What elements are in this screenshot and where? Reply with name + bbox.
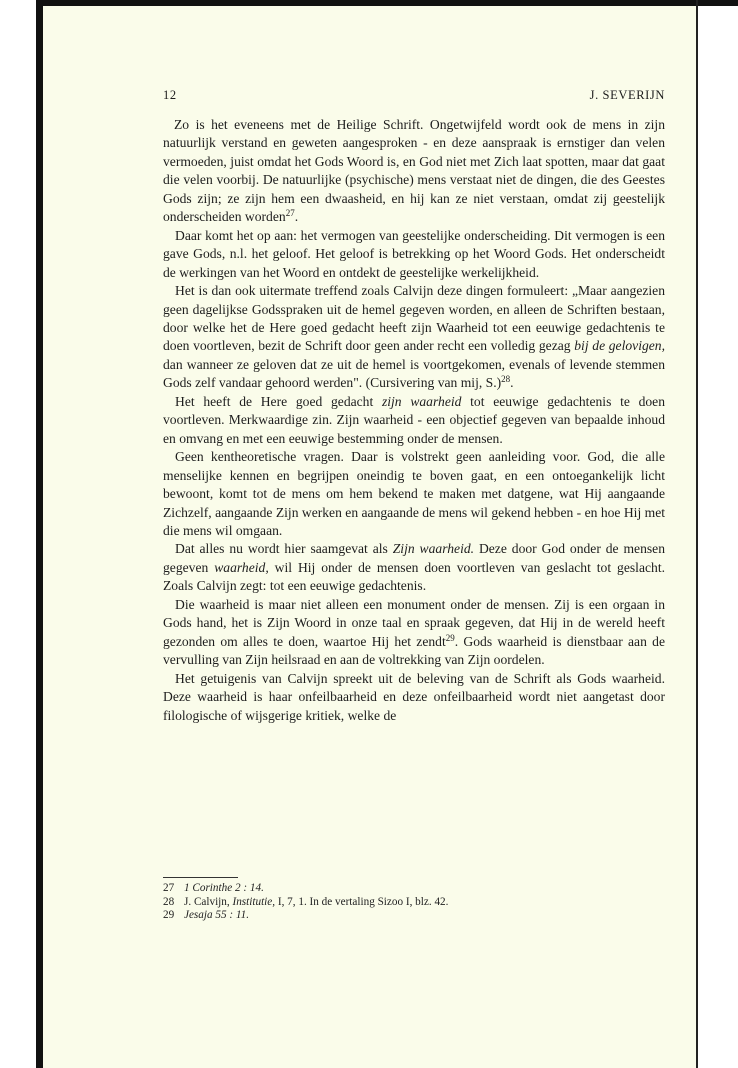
scan-border-right	[696, 0, 698, 1068]
footnote: 28 J. Calvijn, Institutie, I, 7, 1. In de vertaling Sizoo I, blz. 42.	[163, 895, 449, 908]
footnote-ref: 29	[445, 632, 455, 643]
footnote-ref: 27	[285, 208, 295, 219]
paragraph: Geen kentheoretische vragen. Daar is volstrekt geen aanleiding voor. God, die alle menselijke kennen en begrijpen oneindig te boven gaat, en een ontoegankelijk licht bewoont, komt tot de mens om hem bekend te maken met datgene, wat Hij aangaande Zichzelf, aangaande Zijn werken en aangaande de mens wil gekend hebben - en hoe Hij met die mens wil omgaan.	[163, 449, 665, 538]
paragraph: Het getuigenis van Calvijn spreekt uit de beleving van de Schrift als Gods waarheid. Deze waarheid is haar onfeilbaarheid en deze onfeilbaarheid wordt niet aangetast door filologische of wijsgerige kritiek, welke de	[163, 670, 665, 723]
emphasis: Zijn waarheid.	[392, 541, 475, 557]
page-header	[163, 88, 665, 104]
emphasis: zijn waarheid	[381, 393, 462, 409]
footnotes	[163, 882, 665, 923]
emphasis: waarheid,	[214, 559, 269, 575]
paragraph: Het is dan ook uitermate treffend zoals Calvijn deze dingen formuleert: „Maar aangezien geen dagelijkse Godsspraken uit de hemel gegeven worden, en alleen de Schriften bestaan, door welke het de Here goed gedacht heeft zijn Waarheid tot een eeuwige gedachtenis te doen voortleven, bezit de Schrift door geen ander recht een volledig gezag bij de gelovigen, dan wanneer ze geloven dat ze uit de hemel is voortgekomen, evenals of levende stemmen Gods zelf vandaar gehoord werden". (Cursivering van mij, S.)$^{28}$.	[163, 283, 666, 391]
paragraph: Dat alles nu wordt hier saamgevat als Zijn waarheid. Deze door God onder de mensen gegeven waarheid, wil Hij onder de mensen doen voortleven van geslacht tot geslacht. Zoals Calvijn zegt: tot een eeuwige gedachtenis.	[163, 541, 665, 594]
footnote-number: 27	[163, 882, 175, 894]
running-head: J. SEVERIJN	[589, 88, 665, 102]
page-number: 12	[163, 88, 177, 102]
emphasis: bij de gelovigen,	[574, 338, 666, 354]
paragraph: Het heeft de Here goed gedacht zijn waarheid tot eeuwige gedachtenis te doen voortleven. Merkwaardige zin. Zijn waarheid - een objectief gegeven van bepaalde inhoud en omvang en met een eeuwige bestemming onder de mensen.	[163, 393, 666, 446]
footnote-number: 28	[163, 895, 175, 908]
paragraph: Die waarheid is maar niet alleen een monument onder de mensen. Zij is een orgaan in Gods hand, het is Zijn Woord in onze taal en spraak gegeven, dat Hij in de wereld heeft gezonden om alles te doen, waartoe Hij het zendt$^{29}$. Gods waarheid is dienstbaar aan de vervulling van Zijn heilsraad en aan de voltrekking van Zijn oordelen.	[163, 596, 665, 668]
footnote: 29 Jesaja 55 : 11.	[163, 909, 250, 921]
paragraph: Zo is het eveneens met de Heilige Schrift. Ongetwijfeld wordt ook de mens in zijn natuurlijk verstand en geweten aangesproken - en deze aanspraak is ernstiger dan velen vermoeden, juist omdat het Gods Woord is, en God niet met Zich laat spotten, maar dat gaat die velen voorbij. De natuurlijke (psychische) mens verstaat niet de dingen, die des Geestes Gods zijn; ze zijn hem een dwaasheid, en hij kan ze niet verstaan, omdat zij geestelijk onderscheiden worden$^{27}$.	[163, 117, 665, 225]
paragraph: Daar komt het op aan: het vermogen van geestelijke onderscheiding. Dit vermogen is een gave Gods, n.l. het geloof. Het geloof is betrekking op het Woord Gods. Het onderscheidt de werkingen van het Woord en ontdekt de geestelijke werkelijkheid.	[163, 227, 665, 280]
footnote-number: 29	[163, 909, 175, 921]
footnote-ref: 28	[501, 374, 511, 385]
body-text	[163, 116, 665, 725]
footnote: 27 1 Corinthe 2 : 14.	[163, 882, 264, 894]
footnote-divider	[163, 877, 238, 878]
scan-border-left	[36, 0, 43, 1068]
